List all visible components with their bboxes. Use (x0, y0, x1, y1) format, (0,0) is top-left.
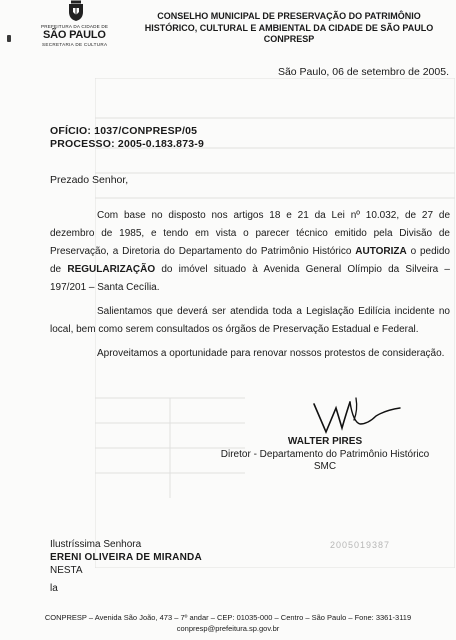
signatory-title: Diretor - Departamento do Patrimônio Histórico (220, 448, 430, 460)
logo-line-1: PREFEITURA DA CIDADE DE (41, 24, 109, 29)
logo-secretariat: SECRETARIA DE CULTURA (42, 42, 108, 47)
oficio-number: OFÍCIO: 1037/CONPRESP/05 (50, 125, 198, 137)
logo-city-name: SÃO PAULO (43, 29, 106, 41)
org-line-1: CONSELHO MUNICIPAL DE PRESERVAÇÃO DO PATRIMÔNIO (157, 11, 421, 21)
recipient-block (50, 538, 202, 577)
typist-initials: la (50, 583, 58, 594)
body-p1-regularizacao: REGULARIZAÇÃO (67, 264, 156, 275)
reference-block (50, 125, 204, 151)
recipient-honorific: Ilustríssima Senhora (50, 539, 142, 550)
body-p1-text-a: Com base no disposto nos artigos 18 e 21 da Lei nº 10.032, de 27 de dezembro de 1985, e tendo em vista o parecer técnico emitido pela Divisão de Preservação, a Diretoria do Departamento do Patrimônio Histórico (50, 210, 450, 257)
body-p1-text-c: do imóvel situado à Avenida General Olímpio da Silveira – 197/201 – Santa Cecília. (50, 264, 450, 293)
handwritten-signature (306, 394, 406, 442)
footer-email: conpresp@prefeitura.sp.gov.br (176, 624, 280, 633)
salutation: Prezado Senhor, (50, 174, 129, 186)
scan-mark (7, 35, 11, 42)
letter-body (50, 207, 450, 369)
recipient-city: NESTA (50, 565, 83, 576)
signatory-unit: SMC (313, 461, 337, 472)
body-p1-autoriza: AUTORIZA (355, 246, 407, 257)
signatory-name: WALTER PIRES (287, 436, 363, 447)
org-line-2: HISTÓRICO, CULTURAL E AMBIENTAL DA CIDADE DE SÃO PAULO (144, 22, 434, 33)
coat-of-arms-icon (65, 0, 87, 22)
org-line-3: CONPRESP (263, 34, 315, 44)
footer-address: CONPRESP – Avenida São João, 473 – 7º andar – CEP: 01035-000 – Centro – São Paulo – Fone: 3361-3119 (44, 613, 412, 622)
processo-number: PROCESSO: 2005-0.183.873-9 (50, 138, 205, 150)
organization-header (126, 11, 452, 46)
recipient-name: ERENI OLIVEIRA DE MIRANDA (50, 552, 202, 563)
city-logo (38, 0, 116, 52)
footer (0, 612, 456, 634)
protocol-stamp: 2005019387 (330, 540, 391, 550)
body-p1-text-b: o pedido de (50, 246, 450, 275)
letter-date: São Paulo, 06 de setembro de 2005. (277, 66, 449, 78)
body-paragraph-3: Aproveitamos a oportunidade para renovar nossos protestos de consideração. (97, 348, 445, 359)
body-paragraph-2: Salientamos que deverá ser atendida toda a Legislação Edilícia incidente no local, bem como serem consultados os órgãos de Preservação Estadual e Federal. (50, 306, 450, 335)
signature-block (210, 436, 440, 474)
body-paragraph-1 (50, 207, 450, 297)
